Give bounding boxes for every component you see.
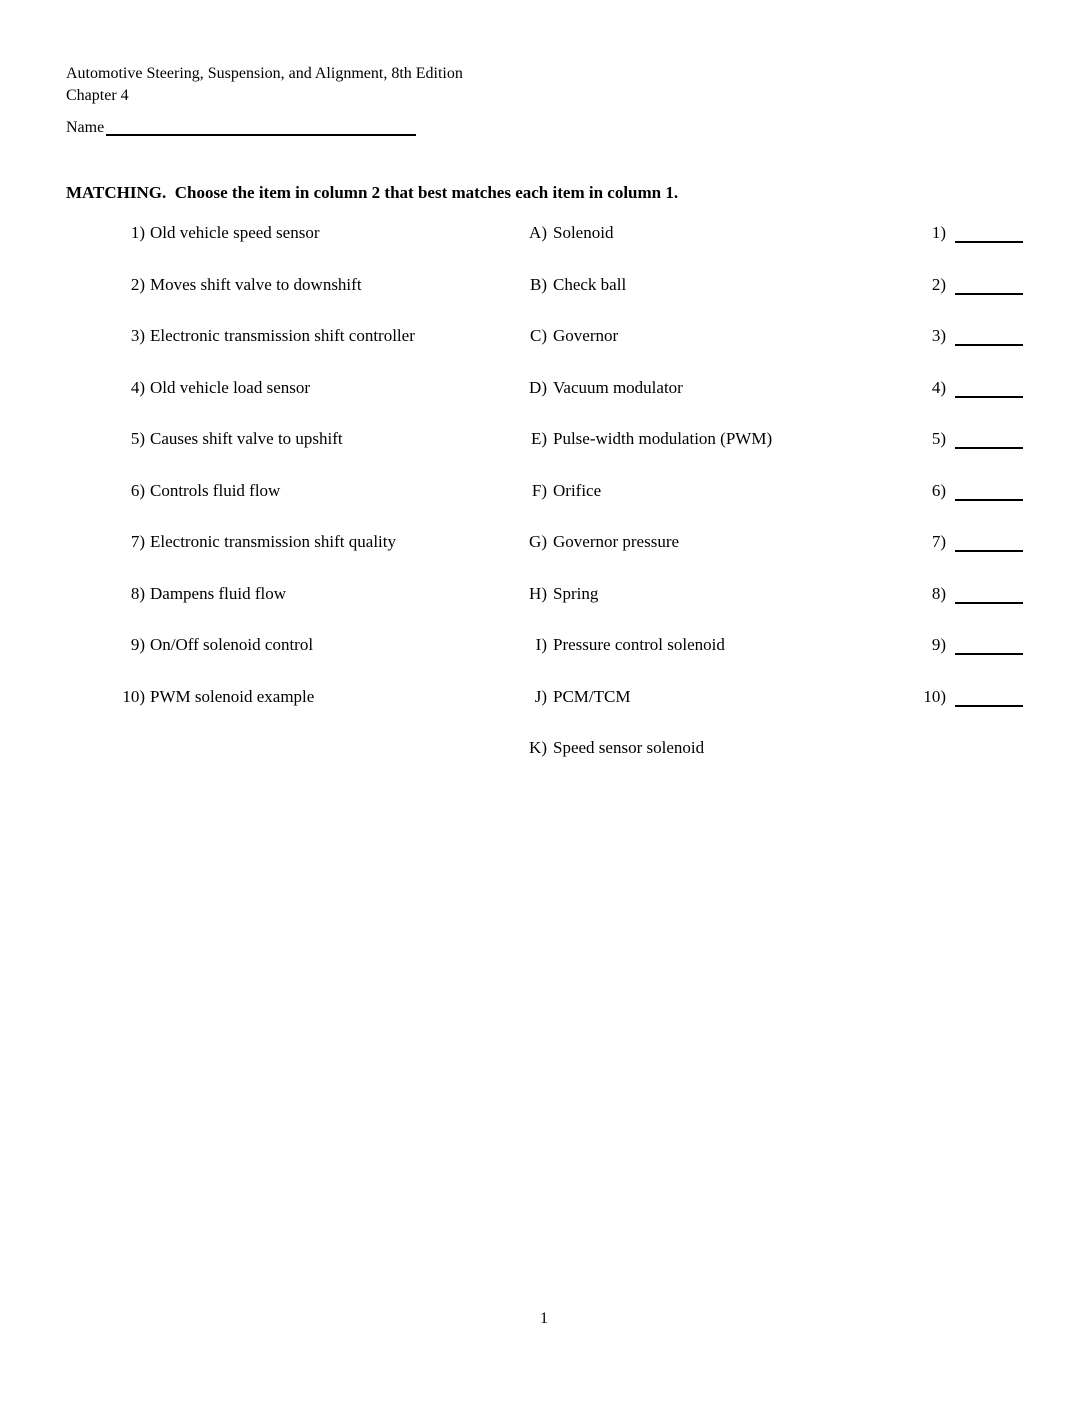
option-text: Governor	[553, 326, 619, 345]
item-number: 7)	[130, 532, 145, 551]
answer-slot	[870, 531, 1023, 552]
answer-number: 2)	[931, 274, 946, 294]
answer-number: 10)	[923, 686, 946, 706]
answer-number: 5)	[931, 429, 946, 448]
answer-blank	[955, 485, 1023, 501]
match-row	[0, 428, 1088, 480]
item-number: 4)	[130, 377, 145, 397]
option-text: Check ball	[553, 274, 627, 294]
column2-option	[495, 686, 630, 707]
match-row	[0, 686, 1088, 738]
column1-item	[0, 634, 313, 655]
option-text: Solenoid	[553, 223, 614, 242]
match-row	[0, 222, 1088, 274]
item-text: Moves shift valve to downshift	[150, 274, 362, 294]
option-text: Governor pressure	[553, 532, 680, 551]
answer-slot	[870, 222, 1023, 243]
answer-blank	[955, 588, 1023, 604]
item-number: 8)	[130, 583, 145, 603]
answer-number: 1)	[931, 223, 946, 242]
item-number: 5)	[130, 429, 145, 448]
option-letter: H)	[529, 583, 547, 603]
answer-slot	[870, 480, 1023, 501]
column2-option	[495, 274, 626, 295]
item-text: Electronic transmission shift controller	[150, 326, 415, 345]
item-text: On/Off solenoid control	[150, 635, 314, 654]
column1-item	[0, 583, 286, 604]
name-label: Name	[66, 119, 105, 136]
match-row	[0, 737, 1088, 789]
column2-option	[495, 428, 772, 449]
item-text: Dampens fluid flow	[150, 583, 286, 603]
option-text: Speed sensor solenoid	[553, 738, 705, 757]
answer-number: 4)	[931, 377, 946, 397]
option-letter: C)	[530, 326, 547, 345]
matching-instructions: MATCHING. Choose the item in column 2 that best matches each item in column 1.	[66, 183, 679, 202]
option-letter: E)	[530, 429, 547, 448]
answer-blank	[955, 330, 1023, 346]
option-letter: J)	[534, 686, 547, 706]
column1-item	[0, 222, 319, 243]
item-text: Old vehicle load sensor	[150, 377, 311, 397]
item-text: Electronic transmission shift quality	[150, 532, 396, 551]
column1-item	[0, 428, 343, 449]
option-text: Pressure control solenoid	[553, 635, 725, 654]
column2-option	[495, 531, 679, 552]
answer-slot	[870, 583, 1023, 604]
column1-item	[0, 377, 310, 398]
column2-option	[495, 222, 613, 243]
answer-blank	[955, 279, 1023, 295]
answer-slot	[870, 686, 1023, 707]
column2-option	[495, 737, 704, 758]
item-number: 1)	[130, 223, 145, 242]
match-row	[0, 531, 1088, 583]
column1-item	[0, 531, 396, 552]
column2-option	[495, 480, 601, 501]
document-header	[66, 63, 463, 107]
column1-item	[0, 325, 415, 346]
option-letter: F)	[531, 480, 547, 500]
column2-option	[495, 325, 618, 346]
column1-item	[0, 686, 314, 707]
answer-slot	[870, 274, 1023, 295]
chapter-label: Chapter 4	[66, 87, 129, 104]
option-text: Spring	[553, 583, 599, 603]
match-row	[0, 634, 1088, 686]
name-blank	[106, 120, 416, 136]
item-number: 9)	[130, 635, 145, 654]
column1-item	[0, 274, 362, 295]
item-text: Causes shift valve to upshift	[150, 429, 343, 448]
column2-option	[495, 377, 683, 398]
answer-blank	[955, 691, 1023, 707]
answer-blank	[955, 433, 1023, 449]
item-text: Old vehicle speed sensor	[150, 223, 320, 242]
option-letter: A)	[529, 223, 547, 242]
answer-blank	[955, 382, 1023, 398]
item-text: Controls fluid flow	[150, 480, 281, 500]
match-row	[0, 583, 1088, 635]
column2-option	[495, 634, 725, 655]
option-letter: D)	[529, 377, 547, 397]
option-letter: B)	[530, 274, 547, 294]
option-letter: G)	[529, 532, 547, 551]
item-number: 10)	[122, 686, 145, 706]
answer-slot	[870, 325, 1023, 346]
option-text: Orifice	[553, 480, 602, 500]
option-letter: I)	[535, 635, 547, 654]
answer-number: 6)	[931, 480, 946, 500]
answer-number: 9)	[931, 635, 946, 654]
match-row	[0, 274, 1088, 326]
page-number: 1	[540, 1310, 548, 1327]
match-row	[0, 480, 1088, 532]
option-text: Pulse-width modulation (PWM)	[553, 429, 773, 448]
answer-number: 7)	[931, 532, 946, 551]
answer-number: 8)	[931, 583, 946, 603]
answer-blank	[955, 536, 1023, 552]
answer-blank	[955, 639, 1023, 655]
item-text: PWM solenoid example	[150, 686, 315, 706]
answer-slot	[870, 634, 1023, 655]
answer-number: 3)	[931, 326, 946, 345]
answer-slot	[870, 428, 1023, 449]
match-row	[0, 377, 1088, 429]
name-row	[66, 119, 416, 137]
column2-option	[495, 583, 598, 604]
option-text: PCM/TCM	[553, 686, 631, 706]
answer-blank	[955, 227, 1023, 243]
matching-table	[0, 222, 1088, 789]
column1-item	[0, 480, 280, 501]
item-number: 2)	[130, 274, 145, 294]
item-number: 3)	[130, 326, 145, 345]
match-row	[0, 325, 1088, 377]
answer-slot	[870, 377, 1023, 398]
worksheet-title: Automotive Steering, Suspension, and Alignment, 8th Edition	[66, 65, 463, 82]
option-text: Vacuum modulator	[553, 377, 683, 397]
option-letter: K)	[529, 738, 547, 757]
item-number: 6)	[130, 480, 145, 500]
